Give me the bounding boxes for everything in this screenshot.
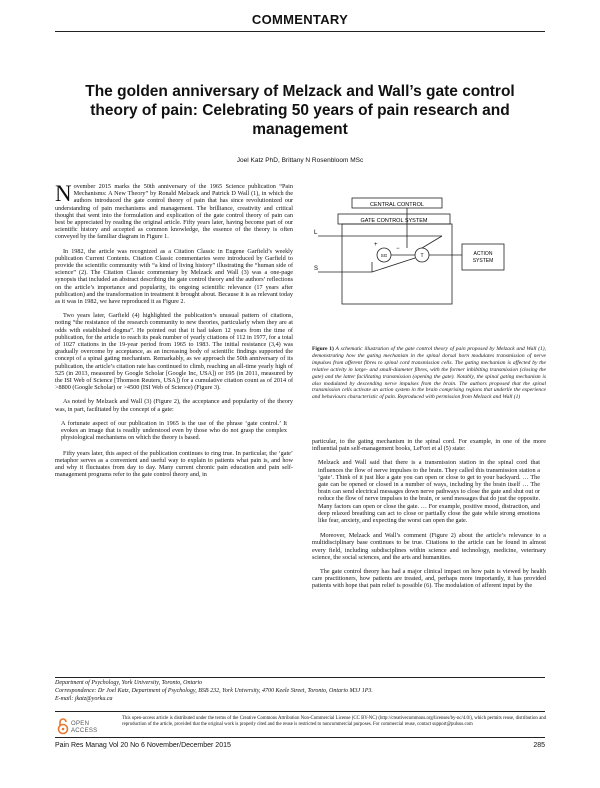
figure-caption-label: Figure 1) [312,346,334,352]
t-cell-label: T [420,253,424,259]
email: E-mail: jkatz@yorku.ca [55,696,113,702]
open-access-text-open: OPEN [71,721,90,727]
correspondence: Correspondence: Dr Joel Katz, Department of Psychology, BSB 232, York University, 4700 Keele Street, Toronto, Ontario M3J 1P3. [55,688,373,694]
paragraph: As noted by Melzack and Wall (3) (Figure 2), the acceptance and popularity of the theory was, in part, facilitated by the concept of a gate: [55,398,293,413]
affiliations [55,679,545,703]
oa-rule [55,711,545,712]
section-label: COMMENTARY [251,12,349,27]
large-fibre-label: L [314,230,318,236]
open-access-text-access: ACCESS [71,728,98,734]
open-lock-icon [56,717,70,735]
action-system-label-2: SYSTEM [472,258,494,264]
license-text: This open-access article is distributed under the terms of the Creative Commons Attribution Non-Commercial License (CC BY-NC) (http://creativecommons.org/licenses/by-nc/4.0/), which permits reuse, distribution and reproduction of the article, provided that the original work is properly cited and the reuse is restricted to noncommercial purposes. For commercial reuse, contact support@pulsus.com [122,716,546,727]
gate-control-diagram [312,192,546,342]
paragraph: ovember 2015 marks the 50th anniversary of the 1965 Science publication “Pain Mechanisms: A New Theory” by Ronald Melzack and Patrick D Wall (1), in which the authors introduced the gate control theory of pain that has since revolutionized our understanding of pain mechanisms and management. The brilliance, creativity and critical thought that went into the formulation and explication of the gate control theory of pain can best be appreciated by reading the original article. Fifty years later, having become part of our scientific history and accepted as common knowledge, the essence of the theory is often conveyed by the familiar diagram in Figure 1. [55,183,293,241]
paragraph: Moreover, Melzack and Wall’s comment (Figure 2) about the article’s relevance to a multidisciplinary base continues to be true. Citations to the article can be found in almost every field, including subdisciplines within science and technology, medicine, veterinary science, the social sciences, and the arts and humanities. [312,532,546,561]
figure-caption-text: A schematic illustration of the gate control theory of pain proposed by Melzack and Wall (1), demonstrating how the gating mechanism in the spinal dorsal horn modulates transmission of nerve impulses from afferent fibres to spinal cord transmission cells. The gating mechanism is affected by the relative activity in large- and small-diameter fibres, with the former inhibiting transmission (closing the gate) and the latter facilitating transmission (opening the gate). Notably, the spinal gating mechanism is also modulated by descending nerve impulses from the brain. The authors proposed that the spinal transmission cells activate an action system in the brain comprising regions that underlie the experience and behaviours characteristic of pain. Reproduced with permission from Melzack and Wall (1) [312,346,546,401]
department: Department of Psychology, York University, Toronto, Ontario [55,680,203,686]
paragraph: particular, to the gating mechanism in the spinal cord. For example, in one of the more influential pain self-management books, LeFort et al (5) state: [312,438,546,453]
gate-control-label: GATE CONTROL SYSTEM [360,218,428,224]
paragraph: The gate control theory has had a major clinical impact on how pain is viewed by health care practitioners, how patients are treated, and, perhaps more importantly, it has provided patients with hope that pain relief is possible (6). The modulation of afferent input by the [312,568,546,590]
sg-cell-label: SG [380,253,388,258]
paragraph: Fifty years later, this aspect of the publication continues to ring true. In particular, the ‘gate’ metaphor serves as a convenient and useful way to explain to patients what pain is, and how and why it fluctuates from day to day. Many current chronic pain education and pain self-management programs refer to the gate control theory and, in [55,449,293,479]
article-title: The golden anniversary of Melzack and Wall’s gate control theory of pain: Celebrating 50 years of pain research and management [85,83,515,138]
article-authors: Joel Katz PhD, Brittany N Rosenbloom MSc [236,157,364,164]
page-number: 285 [533,742,545,749]
plus-sign: + [374,242,378,248]
figure-caption [312,346,546,401]
header-rule [55,31,545,32]
paragraph: Two years later, Garfield (4) highlighted the publication’s unusual pattern of citations, noting “the resistance of the research community to new theories, particularly when they are at odds with established dogma”. He pointed out that it had taken 12 years from the time of publication, for the article to reach its peak number of yearly citations of 112 in 1977, for a total of 1027 citations in the 19-year period from 1965 to 1983. The initial resistance (3,4) was gradually overcome by acceptance, as an increasing body of scientific findings supported the concept of a spinal gating mechanism. Remarkably, as we approach the 50th anniversary of its publication, the article’s citation rate has continued to climb, reaching an all-time yearly high of 525 (in 2013, measured by Google Scholar [Google Inc, USA]) or 195 (in 2011, measured by the ISI Web of Science [Thomson Reuters, USA]) for a cumulative citation count as of 2014 of >8800 (Google Scholar) or >4500 (ISI Web of Science) (Figure 3). [55,312,293,392]
block-quote: A fortunate aspect of our publication in 1965 is the use of the phrase ‘gate control.’ It evokes an image that is readily understood even by those who do not grasp the complex physiological mechanisms on which the theory is based. [61,419,287,442]
central-control-label: CENTRAL CONTROL [370,202,424,208]
affiliation-rule [55,677,545,678]
paragraph: In 1982, the article was recognized as a Citation Classic in Eugene Garfield’s weekly publication Current Contents. Citation Classic commentaries were introduced by Garfield to provide the scientific community with “a kind of living history” illustrating the “human side of science” (2). The Citation Classic commentary by Melzack and Wall (3) was a one-page synopsis that included an abstract describing the gate control theory and the authors’ reflections on the article’s importance and popularity, its ongoing scientific relevance (17 years after publication) and the transformation in treatment it brought about. Because it is as relevant today as it was in 1982, we have reproduced it as Figure 2. [55,247,293,306]
block-quote: Melzack and Wall said that there is a transmission station in the spinal cord that influences the flow of nerve impulses to the brain. They called this transmission station a ‘gate’. Think of it just like a gate you can open or close to get to your backyard. … The gate can be opened or closed in a number of ways, including by the brain itself … The brain can send electrical messages down nerve pathways to close the gate and shut out or reduce the flow of nerve impulses to the brain, or send messages that do just the opposite. Many factors can open or close the gate. … For example, positive mood, distraction, and deep relaxed breathing can act to close or partially close the gate while strong emotions like fear, anxiety, and expecting the worst can open the gate. [318,459,541,525]
footer-rule [55,737,545,738]
right-column [312,438,546,597]
small-fibre-label: S [314,266,319,272]
left-column [55,183,293,485]
drop-cap: N [55,181,72,206]
action-system-label: ACTION [473,251,493,257]
minus-sign: − [396,246,400,252]
journal-citation: Pain Res Manag Vol 20 No 6 November/December 2015 [55,742,231,749]
